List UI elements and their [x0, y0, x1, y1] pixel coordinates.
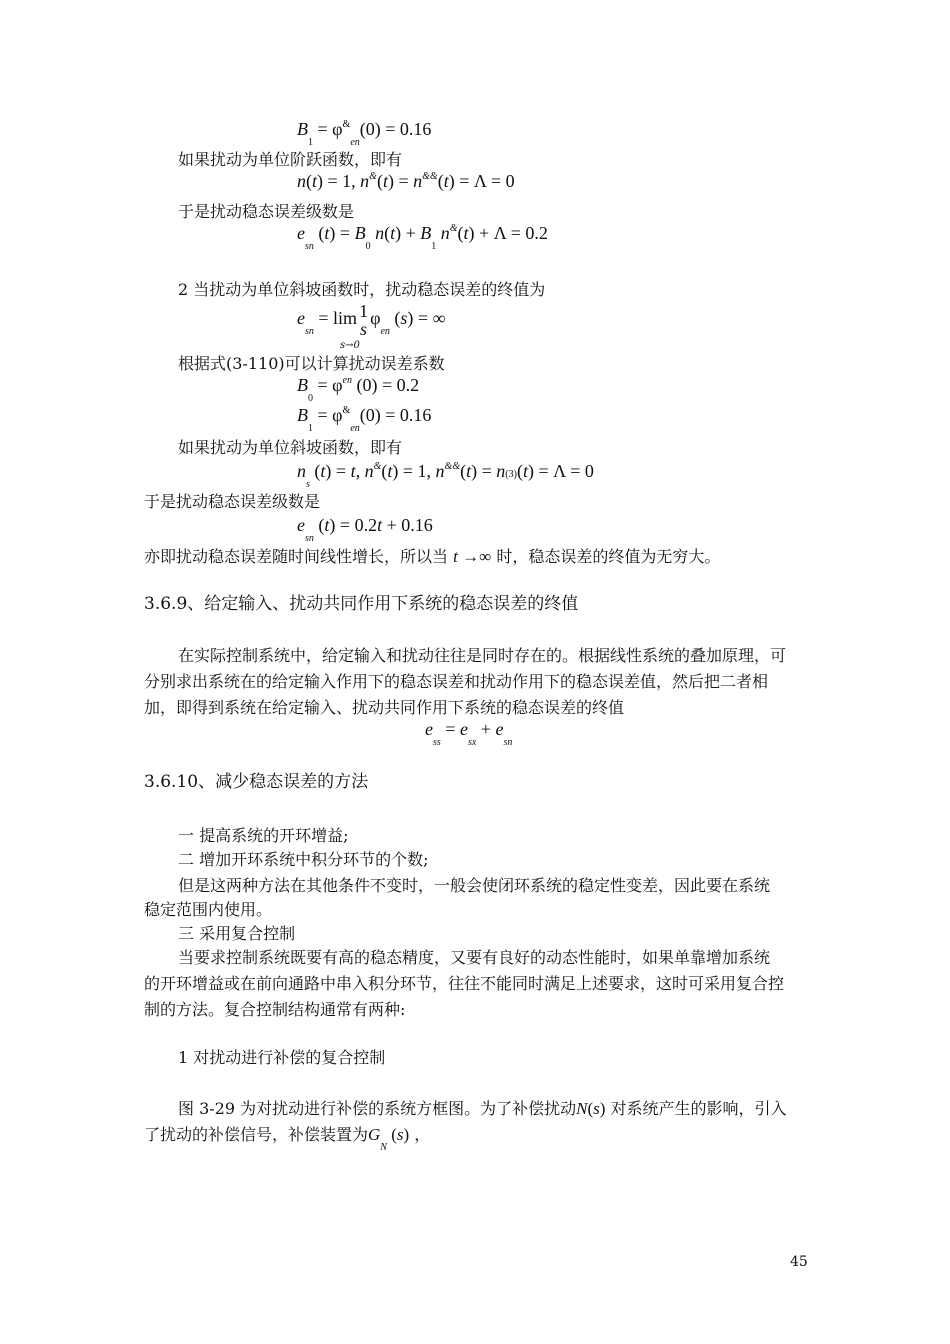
paragraph-line: 稳定范围内使用。: [144, 900, 273, 919]
text-line: 于是扰动稳态误差级数是: [178, 202, 355, 221]
text-line: 2 当扰动为单位斜坡函数时，扰动稳态误差的终值为: [178, 280, 546, 299]
equation-ess: $e_{ss} = e_{sx} + e_{sn}$: [425, 719, 513, 748]
paragraph-line: 的开环增益或在前向通路中串入积分环节，往往不能同时满足上述要求，这时可采用复合控: [144, 974, 785, 993]
paragraph-line: 分别求出系统在的给定输入作用下的稳态误差和扰动作用下的稳态误差值，然后把二者相: [144, 672, 769, 691]
list-item: 二 增加开环系统中积分环节的个数;: [178, 850, 429, 869]
text-line: 如果扰动为单位斜坡函数，即有: [178, 438, 403, 457]
list-item: 一 提高系统的开环增益;: [178, 826, 349, 845]
equation-esn-ramp: $e_{sn}$ (t) = 0.2t + 0.16: [297, 515, 433, 544]
equation-b1-top: $B_1 = \varphi^{\&}_{en}(0) = 0.16$: [297, 119, 432, 148]
paragraph-line: 图 3-29 为对扰动进行补偿的系统方框图。为了补偿扰动N(s) 对系统产生的影响，引入: [178, 1099, 787, 1118]
paragraph-line: 在实际控制系统中，给定输入和扰动往往是同时存在的。根据线性系统的叠加原理，可: [178, 646, 787, 665]
limit-subscript: s→0: [340, 340, 360, 351]
equation-n-step: n(t) = 1, n&(t) = n&&(t) = Λ = 0: [297, 171, 515, 191]
paragraph-line: 但是这两种方法在其他条件不变时，一般会使闭环系统的稳定性变差，因此要在系统: [178, 876, 771, 895]
paragraph-line: 加，即得到系统在给定输入、扰动共同作用下系统的稳态误差的终值: [144, 698, 625, 717]
equation-n-ramp: $n_s$ (t) = t, n&(t) = 1, n&&(t) = n(3)(t) = Λ = 0: [297, 461, 594, 490]
text-line: 根据式(3-110)可以计算扰动误差系数: [178, 354, 445, 373]
equation-b0: $B_0 = \varphi^{en}$ (0) = 0.2: [297, 375, 420, 404]
paragraph-line: 了扰动的补偿信号，补偿装置为$G_N$ (s) ，: [144, 1125, 431, 1153]
text-line: 亦即扰动稳态误差随时间线性增长，所以当 t →∞ 时，稳态误差的终值为无穷大。: [144, 547, 721, 566]
section-heading-3-6-10: 3.6.10、减少稳态误差的方法: [144, 772, 369, 792]
subsection-title: 1 对扰动进行补偿的复合控制: [178, 1048, 386, 1067]
page-number: 45: [790, 1254, 808, 1270]
list-item: 三 采用复合控制: [178, 924, 296, 943]
section-heading-3-6-9: 3.6.9、给定输入、扰动共同作用下系统的稳态误差的终值: [144, 594, 579, 614]
equation-b1: $B_1 = \varphi^{\&}_{en}(0) = 0.16$: [297, 405, 432, 434]
equation-esn-limit: $e_{sn} = \lim$ 1 s $\varphi_{en}$ (s) = ∞: [297, 301, 446, 339]
text-line: 于是扰动稳态误差级数是: [144, 492, 321, 511]
equation-esn-step: $e_{sn}$ $(t) = B_0$ $n(t) + B_1$ n&(t) + Λ = 0.2: [297, 223, 548, 252]
text-line: 如果扰动为单位阶跃函数，即有: [178, 150, 403, 169]
paragraph-line: 当要求控制系统既要有高的稳态精度，又要有良好的动态性能时，如果单靠增加系统: [178, 948, 771, 967]
paragraph-line: 制的方法。复合控制结构通常有两种:: [144, 1000, 406, 1019]
